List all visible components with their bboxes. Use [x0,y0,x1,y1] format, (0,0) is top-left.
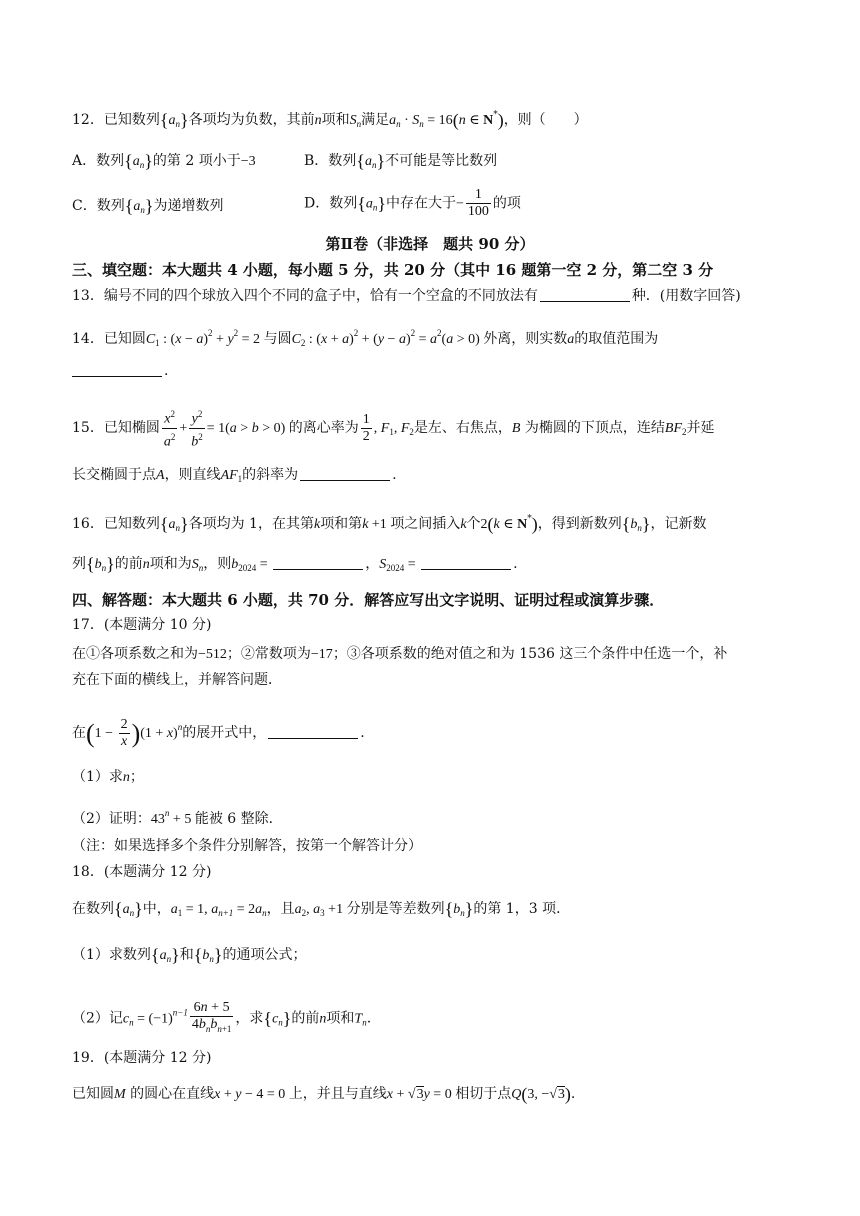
q15: 15．已知椭圆 $\frac{x^2}{a^2}$ + $\frac{y^2}{b^2}$ = 1(a > b > 0) 的离心率为 $\frac{1}{2}$ , $F_1$, $F_2$是左、右焦点，B 为椭圆的下顶点，连结$BF_2$并延 [72,406,794,450]
q16-line2: 列$\{b_n\}$的前n项和为$S_n$，则$b_{2024}$ = ，$S_{2024}$ = . [72,554,518,574]
q15-line2: 长交椭圆于点A，则直线$AF_1$的斜率为 . [72,467,397,484]
q17-expansion: 在(1 − $\frac{2}{x}$ )$(1 + x)^n$的展开式中， . [72,716,365,749]
q14-answer-line: . [72,360,794,382]
q18-part2: （2）记$c_n = (-1)^{n-1}$ $\frac{6n + 5}{4b_nb_{n+1}}$ ，求$\{c_n\}$的前n项和$T_n$. [72,1000,372,1034]
q18-stem: 在数列$\{a_n\}$中，$a_1 = 1$, $a_{n+1} = 2a_n$，且$a_2$, $a_3 +1$ 分别是等差数列$\{b_n\}$的第 1，3 项． [72,899,571,919]
answer-blank [540,287,630,302]
answer-blank [300,466,390,481]
q12-options-cd: C．数列$\{a_n\}$为递增数列 D．数列$\{a_n\}$中存在大于− $\frac{1}{100}$ 的项 [72,187,521,219]
answer-blank [268,724,358,739]
section4-title: 四、解答题：本大题共 6 小题，共 70 分．解答应写出文字说明、证明过程或演算步骤． [72,591,665,609]
q17-part1: （1）求n； [72,769,144,785]
answer-blank [273,555,363,570]
q17-head: 17．(本题满分 10 分) [72,617,212,633]
q12-options-ab: A．数列$\{a_n\}$的第 2 项小于−3 B．数列$\{a_n\}$不可能是等比数列 [72,151,498,171]
q17-note: （注：如果选择多个条件分别解答，按第一个解答计分） [72,838,422,854]
q12-stem: 12．已知数列$\{a_n\}$各项均为负数，其前n项和$S_n$满足$a_n \cdot S_n = 16(n$ ∈ N*)，则（ ） [72,110,588,130]
q13: 13．编号不同的四个球放入四个不同的盒子中，恰有一个空盒的不同放法有 种．(用数字回答) [72,288,741,304]
q16: 16．已知数列$\{a_n\}$各项均为 1，在其第k项和第k +1 项之间插入k个2(k ∈ N*)，得到新数列$\{b_n\}$，记新数 [72,514,707,534]
q14: 14．已知圆$C_1$ : $(x - a)^2 + y^2 = 2$ 与圆$C_2$ : $(x + a)^2 + (y - a)^2 = a^2(a > 0)$ 外离，则实数a的取值范围为 [72,328,659,348]
q17-part2: （2）证明：$43^n + 5$ 能被 6 整除． [72,808,283,827]
section3-title: 三、填空题：本大题共 4 小题，每小题 5 分，共 20 分（其中 16 题第一空 2 分，第二空 3 分 [72,261,714,279]
answer-blank [421,555,511,570]
q18-part1: （1）求数列$\{a_n\}$和$\{b_n\}$的通项公式； [72,945,307,965]
q18-head: 18．(本题满分 12 分) [72,864,212,880]
q19-head: 19．(本题满分 12 分) [72,1050,212,1066]
q17-conditions: 在①各项系数之和为−512；②常数项为−17；③各项系数的绝对值之和为 1536 这三个条件中任选一个，补 [72,646,728,662]
part2-title: 第Ⅱ卷（非选择 题共 90 分） [325,235,535,253]
q17-line2: 充在下面的横线上，并解答问题． [72,672,282,688]
q19-stem: 已知圆M 的圆心在直线x + y − 4 = 0 上，并且与直线x + √3y = 0 相切于点Q(3, −√3). [72,1084,576,1104]
answer-blank [72,362,162,377]
